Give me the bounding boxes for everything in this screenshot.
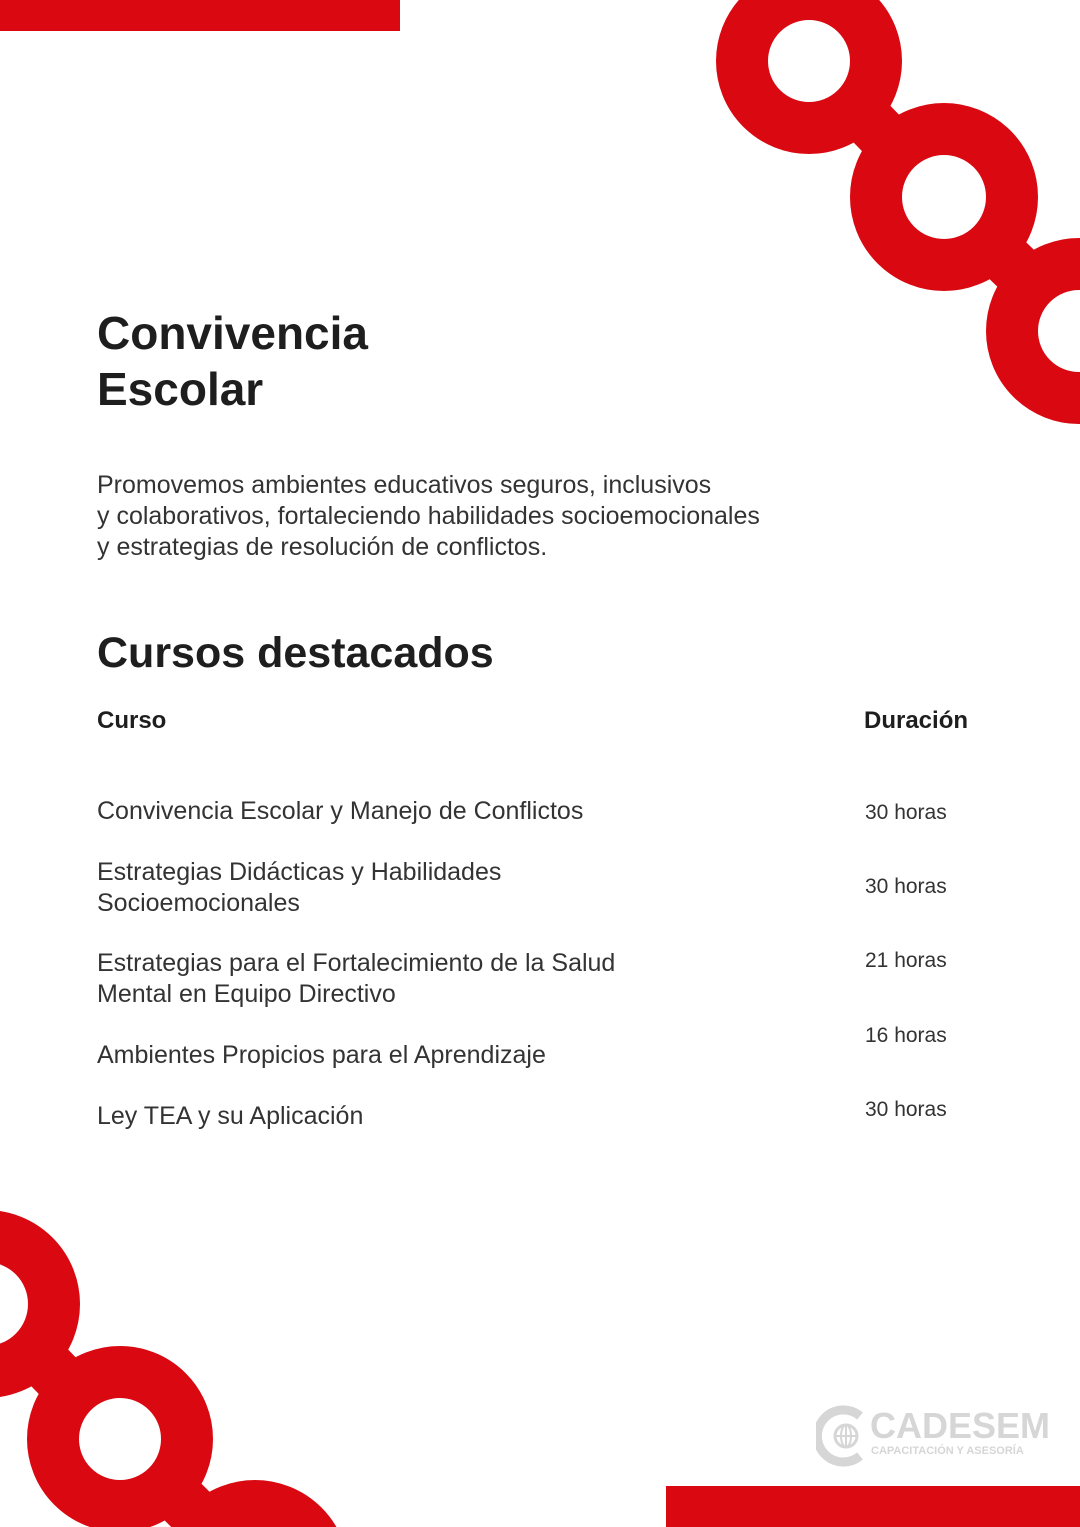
course-name-line: Ambientes Propicios para el Aprendizaje [97,1041,546,1069]
course-duration: 30 horas [865,801,947,824]
column-header-course: Curso [97,707,167,734]
course-name [97,1040,546,1071]
intro-line1: Promovemos ambientes educativos seguros, inclusivos [97,471,712,499]
intro-paragraph [97,470,760,563]
course-name-line: Estrategias para el Fortalecimiento de la Salud [97,949,616,977]
course-name [97,948,615,1010]
course-name [97,857,501,919]
course-duration: 30 horas [865,1098,947,1121]
ring-connector-2 [992,245,1031,283]
intro-line3: y estrategias de resolución de conflictos. [97,533,548,561]
ring-connector-4 [168,1487,207,1526]
intro-line2: y colaborativos, fortaleciendo habilidades socioemocionales [97,502,760,530]
page-title-line2: Escolar [97,363,264,415]
ring-bottom-2 [53,1372,187,1506]
course-name [97,796,583,827]
course-duration: 16 horas [865,1024,947,1047]
course-name-line: Ley TEA y su Aplicación [97,1102,364,1130]
course-duration: 30 horas [865,875,947,898]
course-name-line: Convivencia Escolar y Manejo de Conflictos [97,797,584,825]
page-title-line1: Convivencia [97,307,368,359]
course-name-line: Socioemocionales [97,889,300,917]
column-header-duration: Duración [864,707,969,734]
courses-section-title: Cursos destacados [97,629,494,677]
course-duration: 21 horas [865,949,947,972]
course-name-line: Estrategias Didácticas y Habilidades [97,858,502,886]
ring-top-1 [742,0,876,128]
ring-connector-3 [34,1352,72,1391]
course-name [97,1101,363,1132]
globe-c-icon [816,1404,872,1468]
course-name-line: Mental en Equipo Directivo [97,980,396,1008]
logo-tagline: CAPACITACIÓN Y ASESORÍA [871,1445,1024,1457]
ring-top-2 [876,129,1012,265]
ring-connector-1 [857,109,896,149]
logo-name: CADESEM [870,1405,1051,1446]
page-title [97,305,368,417]
cadesem-logo [816,1404,1056,1468]
